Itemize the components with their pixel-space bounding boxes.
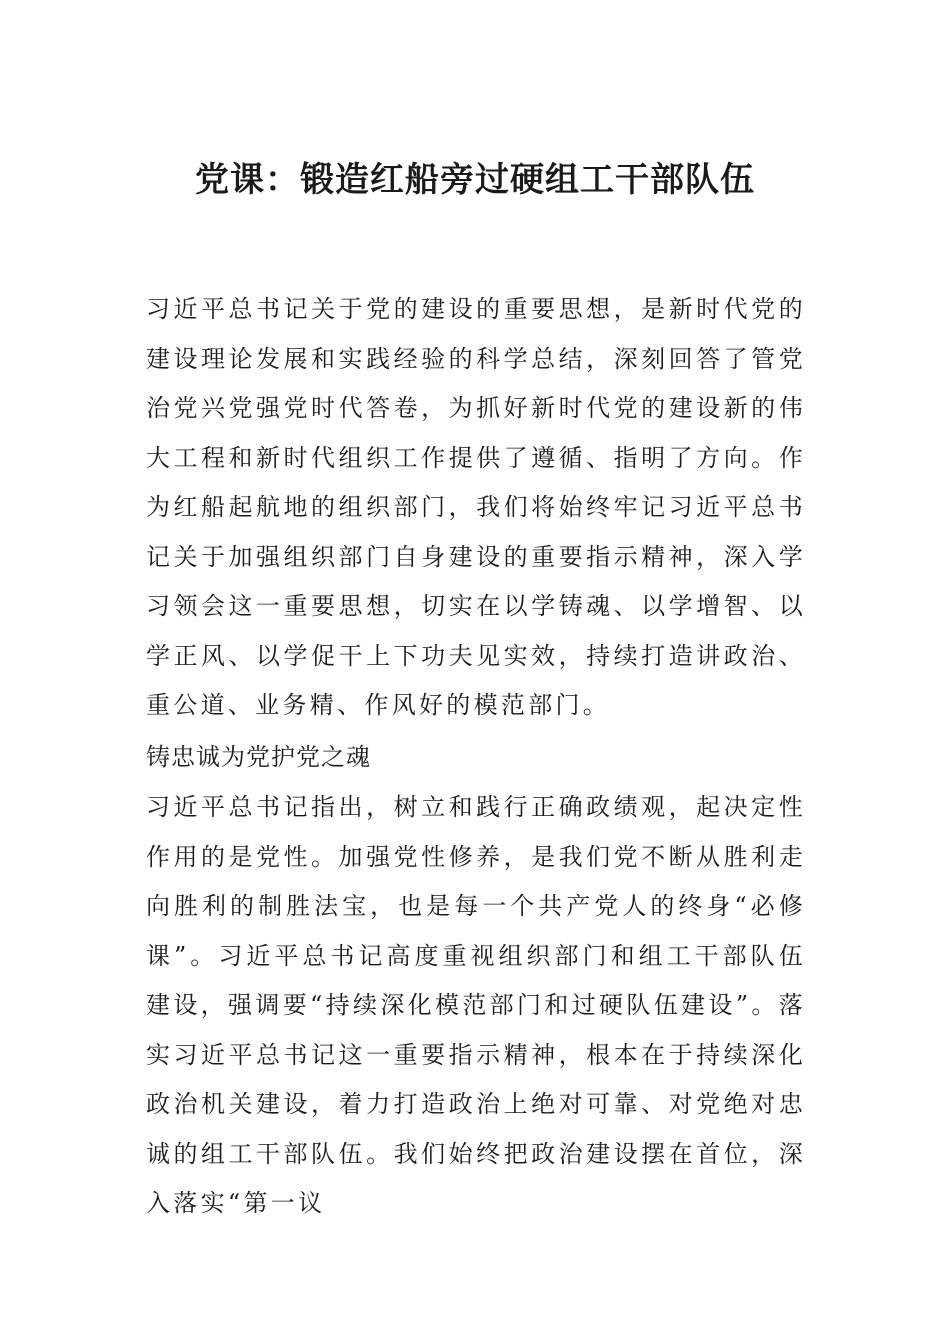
intro-paragraph: 习近平总书记关于党的建设的重要思想，是新时代党的建设理论发展和实践经验的科学总结，深刻回答了管党治党兴党强党时代答卷，为抓好新时代党的建设新的伟大工程和新时代组织工作提供了遵循、指明了方向。作为红船起航地的组织部门，我们将始终牢记习近平总书记关于加强组织部门自身建设的重要指示精神，深入学习领会这一重要思想，切实在以学铸魂、以学增智、以学正风、以学促干上下功夫见实效，持续打造讲政治、重公道、业务精、作风好的模范部门。 — [146, 295, 806, 719]
section-heading: 铸忠诚为党护党之魂 — [146, 743, 371, 771]
section-paragraph: 习近平总书记指出，树立和践行正确政绩观，起决定性作用的是党性。加强党性修养，是我们党不断从胜利走向胜利的制胜法宝，也是每一个共产党人的终身“必修课”。习近平总书记高度重视组织部门和组工干部队伍建设，强调要“持续深化模范部门和过硬队伍建设”。落实习近平总书记这一重要指示精神，根本在于持续深化政治机关建设，着力打造政治上绝对可靠、对党绝对忠诚的组工干部队伍。我们始终把政治建设摆在首位，深入落实“第一议 — [146, 793, 806, 1217]
document-title: 党课：锻造红船旁过硬组工干部队伍 — [195, 160, 755, 200]
